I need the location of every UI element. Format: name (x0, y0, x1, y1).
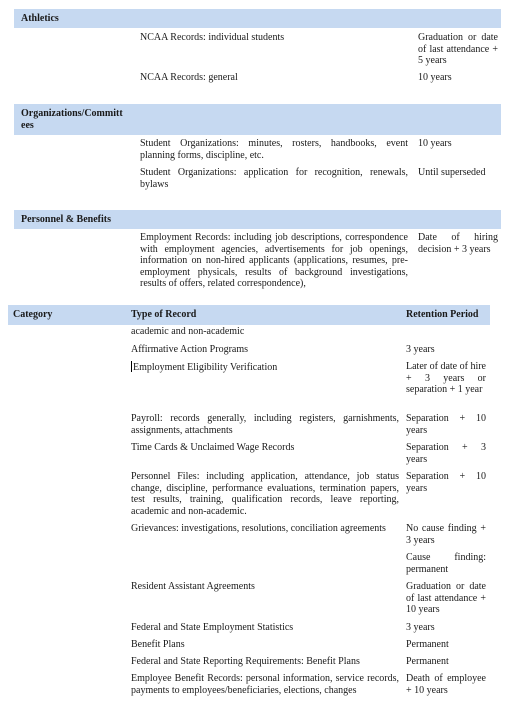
athletics-band (14, 9, 501, 28)
retention-student-org-recognition: Until superseded (418, 167, 486, 178)
retention-personnel-files: Separation + 10 years (406, 471, 486, 494)
record-student-org-recognition: Student Organizations: application for recognition, renewals, bylaws (140, 167, 408, 190)
retention-employee-benefit: Death of employee + 10 years (406, 673, 486, 696)
record-ncaa-individual: NCAA Records: individual students (140, 32, 285, 43)
record-personnel-files: Personnel Files: including application, attendance, job status change, discipline, performance evaluations, termination papers, test results, training, qualification records, leave reporting, academic and non-academic. (131, 471, 399, 517)
record-employment-statistics: Federal and State Employment Statistics (131, 622, 294, 633)
record-ncaa-general: NCAA Records: general (140, 72, 238, 83)
retention-payroll: Separation + 10 years (406, 413, 486, 436)
section-title-athletics: Athletics (21, 13, 59, 24)
record-employment-eligibility-text: Employment Eligibility Verification (133, 362, 278, 373)
record-employment-records: Employment Records: including job descriptions, correspondence with employment agencies, advertisements for job openings, information on non-hired applicants (applications, resumes, pre-employment physicals, results of background investigations, results of offers, related correspondence), (140, 232, 408, 289)
retention-ncaa-general: 10 years (418, 72, 452, 83)
retention-employment-statistics: 3 years (406, 622, 435, 633)
retention-student-org-minutes: 10 years (418, 138, 452, 149)
section-title-personnel: Personnel & Benefits (21, 214, 111, 225)
retention-benefit-plans: Permanent (406, 639, 449, 650)
header-category: Category (13, 309, 53, 320)
retention-affirmative-action: 3 years (406, 344, 435, 355)
record-time-cards: Time Cards & Unclaimed Wage Records (131, 442, 295, 453)
retention-employment-records: Date of hiring decision + 3 years (418, 232, 498, 255)
record-payroll: Payroll: records generally, including registers, garnishments, assignments, attachments (131, 413, 399, 436)
retention-ncaa-individual: Graduation or date of last attendance + 5 years (418, 32, 498, 66)
record-resident-assistant: Resident Assistant Agreements (131, 581, 255, 592)
record-reporting-requirements: Federal and State Reporting Requirements: Benefit Plans (131, 656, 360, 667)
record-grievances: Grievances: investigations, resolutions, conciliation agreements (131, 523, 386, 534)
record-continued-academic: academic and non-academic (131, 326, 245, 337)
retention-grievances-cause: Cause finding: permanent (406, 552, 486, 575)
retention-time-cards: Separation + 3 years (406, 442, 486, 465)
header-retention-period: Retention Period (406, 309, 479, 320)
text-cursor (131, 361, 132, 372)
record-benefit-plans: Benefit Plans (131, 639, 185, 650)
header-type-of-record: Type of Record (131, 309, 197, 320)
retention-reporting-requirements: Permanent (406, 656, 449, 667)
retention-employment-eligibility: Later of date of hire + 3 years or separation + 1 year (406, 361, 486, 395)
retention-resident-assistant: Graduation or date of last attendance + 10 years (406, 581, 486, 615)
record-affirmative-action: Affirmative Action Programs (131, 344, 249, 355)
record-employment-eligibility (131, 361, 399, 374)
retention-grievances-no-cause: No cause finding + 3 years (406, 523, 486, 546)
record-employee-benefit: Employee Benefit Records: personal information, service records, payments to employees/beneficiaries, elections, changes (131, 673, 399, 696)
section-title-organizations: Organizations/Committ ees (21, 108, 123, 131)
record-student-org-minutes: Student Organizations: minutes, rosters, handbooks, event planning forms, discipline, etc. (140, 138, 408, 161)
